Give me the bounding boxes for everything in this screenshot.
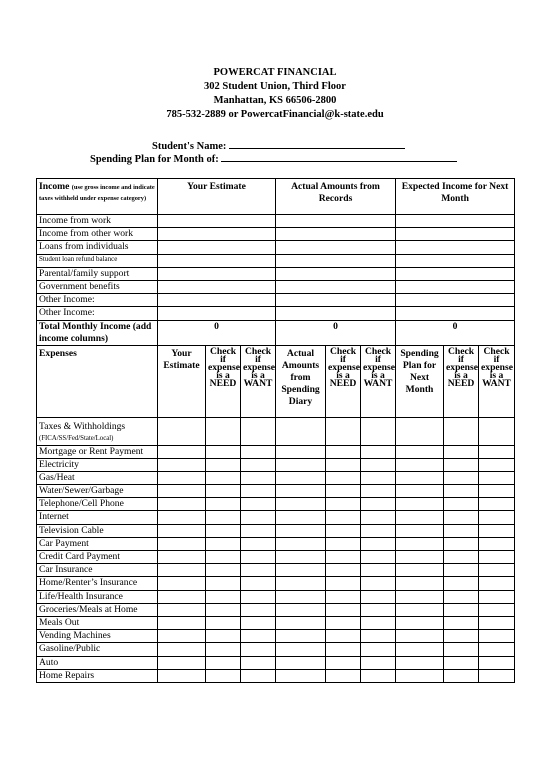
expense-actual-cell[interactable] xyxy=(276,577,326,590)
expense-actual-cell[interactable] xyxy=(276,551,326,564)
income-actual-cell[interactable] xyxy=(276,294,396,307)
want-checkbox-cell[interactable] xyxy=(479,551,515,564)
need-checkbox-cell[interactable] xyxy=(326,458,361,471)
need-checkbox-cell[interactable] xyxy=(206,417,241,445)
expense-actual-cell[interactable] xyxy=(276,603,326,616)
need-checkbox-cell[interactable] xyxy=(444,630,479,643)
total-income-row xyxy=(37,320,515,345)
expense-estimate-cell[interactable] xyxy=(158,458,206,471)
total-expected-value: 0 xyxy=(396,320,515,345)
need-checkbox-cell[interactable] xyxy=(206,603,241,616)
taxes-cell xyxy=(37,417,158,445)
expense-row-label: Home Repairs xyxy=(37,669,158,682)
need-checkbox-cell[interactable] xyxy=(326,577,361,590)
income-row xyxy=(37,294,515,307)
expense-row-label: Water/Sewer/Garbage xyxy=(37,485,158,498)
want-checkbox-cell[interactable] xyxy=(241,537,276,550)
want-checkbox-cell[interactable] xyxy=(361,471,396,484)
need-checkbox-cell[interactable] xyxy=(326,445,361,458)
want-checkbox-cell[interactable] xyxy=(361,564,396,577)
need-checkbox-cell[interactable] xyxy=(444,511,479,524)
expense-row-label: Vending Machines xyxy=(37,630,158,643)
total-estimate-value: 0 xyxy=(158,320,276,345)
need-checkbox-cell[interactable] xyxy=(206,577,241,590)
want-checkbox-cell[interactable] xyxy=(241,498,276,511)
need-checkbox-cell[interactable] xyxy=(444,537,479,550)
need-checkbox-cell[interactable] xyxy=(444,417,479,445)
need-checkbox-cell[interactable] xyxy=(444,551,479,564)
want-checkbox-cell[interactable] xyxy=(361,537,396,550)
income-actual-header: Actual Amounts from Records xyxy=(276,179,396,215)
income-row xyxy=(37,215,515,228)
address-line-2: Manhattan, KS 66506-2800 xyxy=(213,95,337,106)
need-checkbox-cell[interactable] xyxy=(326,485,361,498)
income-header-label: Income xyxy=(39,181,70,192)
income-header-cell xyxy=(37,179,158,215)
need-checkbox-cell[interactable] xyxy=(444,498,479,511)
income-expected-cell[interactable] xyxy=(396,254,515,267)
need-checkbox-cell[interactable] xyxy=(206,669,241,682)
income-row xyxy=(37,280,515,293)
expense-row-label: Life/Health Insurance xyxy=(37,590,158,603)
address-line-1: 302 Student Union, Third Floor xyxy=(204,81,346,92)
need-checkbox-cell[interactable] xyxy=(444,616,479,629)
expense-plan-cell[interactable] xyxy=(396,537,444,550)
want-checkbox-cell[interactable] xyxy=(479,577,515,590)
expense-actual-cell[interactable] xyxy=(276,656,326,669)
need-header-3: Check if expense is a NEED xyxy=(444,345,479,417)
expense-row xyxy=(37,656,515,669)
expense-rows xyxy=(37,445,515,682)
want-checkbox-cell[interactable] xyxy=(479,656,515,669)
income-estimate-cell[interactable] xyxy=(158,307,276,320)
expense-row xyxy=(37,551,515,564)
want-checkbox-cell[interactable] xyxy=(361,616,396,629)
expense-plan-cell[interactable] xyxy=(396,630,444,643)
want-checkbox-cell[interactable] xyxy=(241,669,276,682)
need-checkbox-cell[interactable] xyxy=(326,471,361,484)
expense-row-label: Groceries/Meals at Home xyxy=(37,603,158,616)
want-header-2: Check if expense is a WANT xyxy=(361,345,396,417)
want-checkbox-cell[interactable] xyxy=(361,458,396,471)
expense-actual-cell[interactable] xyxy=(276,590,326,603)
need-checkbox-cell[interactable] xyxy=(326,537,361,550)
expense-plan-header: Spending Plan for Next Month xyxy=(396,345,444,417)
need-checkbox-cell[interactable] xyxy=(206,590,241,603)
expense-row xyxy=(37,669,515,682)
expense-row-label: Auto xyxy=(37,656,158,669)
want-checkbox-cell[interactable] xyxy=(361,485,396,498)
income-actual-cell[interactable] xyxy=(276,228,396,241)
want-checkbox-cell[interactable] xyxy=(241,616,276,629)
want-checkbox-cell[interactable] xyxy=(241,630,276,643)
want-checkbox-cell[interactable] xyxy=(241,656,276,669)
want-checkbox-cell[interactable] xyxy=(241,524,276,537)
expense-estimate-cell[interactable] xyxy=(158,669,206,682)
want-checkbox-cell[interactable] xyxy=(361,498,396,511)
want-checkbox-cell[interactable] xyxy=(241,445,276,458)
need-checkbox-cell[interactable] xyxy=(326,511,361,524)
expense-estimate-header: Your Estimate xyxy=(158,345,206,417)
income-row-label: Government benefits xyxy=(37,280,158,293)
income-row xyxy=(37,307,515,320)
want-checkbox-cell[interactable] xyxy=(479,498,515,511)
expense-actual-cell[interactable] xyxy=(276,498,326,511)
need-checkbox-cell[interactable] xyxy=(326,551,361,564)
spending-plan-month-field[interactable] xyxy=(221,152,457,162)
income-row xyxy=(37,241,515,254)
expense-row-label: Electricity xyxy=(37,458,158,471)
expense-estimate-cell[interactable] xyxy=(158,498,206,511)
expense-row-label: Television Cable xyxy=(37,524,158,537)
expense-actual-cell[interactable] xyxy=(276,537,326,550)
want-checkbox-cell[interactable] xyxy=(361,445,396,458)
income-estimate-cell[interactable] xyxy=(158,241,276,254)
contact-line: 785-532-2889 or PowercatFinancial@k-state.edu xyxy=(166,109,384,120)
need-checkbox-cell[interactable] xyxy=(206,564,241,577)
expense-estimate-cell[interactable] xyxy=(158,537,206,550)
want-checkbox-cell[interactable] xyxy=(241,458,276,471)
expenses-header: Expenses xyxy=(37,345,158,417)
expense-actual-cell[interactable] xyxy=(276,524,326,537)
expense-plan-cell[interactable] xyxy=(396,551,444,564)
expense-row xyxy=(37,643,515,656)
want-header-1: Check if expense is a WANT xyxy=(241,345,276,417)
need-checkbox-cell[interactable] xyxy=(444,445,479,458)
taxes-note: (FICA/SS/Fed/State/Local) xyxy=(39,434,114,442)
income-row-label: Student loan refund balance xyxy=(37,254,158,267)
want-checkbox-cell[interactable] xyxy=(241,485,276,498)
income-estimate-cell[interactable] xyxy=(158,215,276,228)
need-checkbox-cell[interactable] xyxy=(444,603,479,616)
need-checkbox-cell[interactable] xyxy=(444,458,479,471)
expense-row-label: Home/Renter’s Insurance xyxy=(37,577,158,590)
want-checkbox-cell[interactable] xyxy=(241,603,276,616)
income-estimate-cell[interactable] xyxy=(158,254,276,267)
need-checkbox-cell[interactable] xyxy=(326,498,361,511)
want-checkbox-cell[interactable] xyxy=(479,564,515,577)
expense-estimate-cell[interactable] xyxy=(158,603,206,616)
expense-estimate-cell[interactable] xyxy=(158,564,206,577)
need-checkbox-cell[interactable] xyxy=(206,537,241,550)
expense-plan-cell[interactable] xyxy=(396,643,444,656)
expense-row xyxy=(37,590,515,603)
want-checkbox-cell[interactable] xyxy=(361,524,396,537)
income-expected-cell[interactable] xyxy=(396,241,515,254)
income-actual-cell[interactable] xyxy=(276,241,396,254)
expense-plan-cell[interactable] xyxy=(396,445,444,458)
expense-row-label: Meals Out xyxy=(37,616,158,629)
expense-estimate-cell[interactable] xyxy=(158,590,206,603)
need-checkbox-cell[interactable] xyxy=(326,669,361,682)
need-checkbox-cell[interactable] xyxy=(444,485,479,498)
need-checkbox-cell[interactable] xyxy=(206,485,241,498)
student-name-field[interactable] xyxy=(229,139,405,149)
expense-actual-cell[interactable] xyxy=(276,643,326,656)
need-checkbox-cell[interactable] xyxy=(326,417,361,445)
expense-row-label: Gas/Heat xyxy=(37,471,158,484)
expense-plan-cell[interactable] xyxy=(396,498,444,511)
income-actual-cell[interactable] xyxy=(276,254,396,267)
expense-row xyxy=(37,524,515,537)
income-expected-cell[interactable] xyxy=(396,267,515,280)
expense-header-row xyxy=(37,345,515,417)
expense-plan-cell[interactable] xyxy=(396,669,444,682)
expense-estimate-cell[interactable] xyxy=(158,551,206,564)
expense-plan-cell[interactable] xyxy=(396,471,444,484)
income-row xyxy=(37,254,515,267)
need-checkbox-cell[interactable] xyxy=(326,603,361,616)
expense-row xyxy=(37,577,515,590)
need-checkbox-cell[interactable] xyxy=(326,630,361,643)
expense-row xyxy=(37,630,515,643)
org-name: POWERCAT FINANCIAL xyxy=(213,67,337,78)
expense-estimate-cell[interactable] xyxy=(158,471,206,484)
want-checkbox-cell[interactable] xyxy=(479,445,515,458)
want-checkbox-cell[interactable] xyxy=(479,471,515,484)
expense-actual-cell[interactable] xyxy=(276,564,326,577)
income-expected-cell[interactable] xyxy=(396,228,515,241)
want-checkbox-cell[interactable] xyxy=(479,511,515,524)
expense-row-label: Telephone/Cell Phone xyxy=(37,498,158,511)
want-checkbox-cell[interactable] xyxy=(361,511,396,524)
expense-row xyxy=(37,445,515,458)
expense-actual-cell[interactable] xyxy=(276,458,326,471)
income-expected-cell[interactable] xyxy=(396,280,515,293)
expense-row xyxy=(37,485,515,498)
income-expected-header: Expected Income for Next Month xyxy=(396,179,515,215)
income-expected-cell[interactable] xyxy=(396,307,515,320)
income-header-row xyxy=(37,179,515,215)
income-estimate-cell[interactable] xyxy=(158,228,276,241)
need-checkbox-cell[interactable] xyxy=(326,590,361,603)
income-estimate-cell[interactable] xyxy=(158,267,276,280)
spending-plan-table xyxy=(36,178,515,683)
expense-row xyxy=(37,458,515,471)
expense-actual-cell[interactable] xyxy=(276,445,326,458)
income-expected-cell[interactable] xyxy=(396,215,515,228)
expense-row xyxy=(37,616,515,629)
need-checkbox-cell[interactable] xyxy=(444,524,479,537)
student-name-row xyxy=(152,139,405,152)
expense-actual-cell[interactable] xyxy=(276,511,326,524)
income-row-label: Loans from individuals xyxy=(37,241,158,254)
want-checkbox-cell[interactable] xyxy=(479,616,515,629)
income-actual-cell[interactable] xyxy=(276,267,396,280)
want-checkbox-cell[interactable] xyxy=(241,643,276,656)
total-actual-value: 0 xyxy=(276,320,396,345)
income-estimate-cell[interactable] xyxy=(158,280,276,293)
expense-plan-cell[interactable] xyxy=(396,524,444,537)
expense-row-label: Car Payment xyxy=(37,537,158,550)
expense-actual-cell[interactable] xyxy=(276,630,326,643)
want-checkbox-cell[interactable] xyxy=(241,590,276,603)
want-checkbox-cell[interactable] xyxy=(361,656,396,669)
expense-estimate-cell[interactable] xyxy=(158,445,206,458)
want-checkbox-cell[interactable] xyxy=(241,564,276,577)
expense-plan-cell[interactable] xyxy=(396,616,444,629)
need-checkbox-cell[interactable] xyxy=(444,643,479,656)
student-name-label: Student's Name: xyxy=(152,141,227,152)
need-header-2: Check if expense is a NEED xyxy=(326,345,361,417)
expense-row xyxy=(37,603,515,616)
want-checkbox-cell[interactable] xyxy=(361,417,396,445)
expense-row xyxy=(37,564,515,577)
expense-row xyxy=(37,511,515,524)
want-checkbox-cell[interactable] xyxy=(361,669,396,682)
expense-plan-cell[interactable] xyxy=(396,417,444,445)
need-checkbox-cell[interactable] xyxy=(206,643,241,656)
expense-estimate-cell[interactable] xyxy=(158,577,206,590)
taxes-label: Taxes & Withholdings xyxy=(39,420,126,432)
want-checkbox-cell[interactable] xyxy=(479,537,515,550)
expense-estimate-cell[interactable] xyxy=(158,630,206,643)
want-checkbox-cell[interactable] xyxy=(241,577,276,590)
expense-estimate-cell[interactable] xyxy=(158,616,206,629)
income-actual-cell[interactable] xyxy=(276,215,396,228)
expense-estimate-cell[interactable] xyxy=(158,485,206,498)
income-actual-cell[interactable] xyxy=(276,307,396,320)
expense-actual-cell[interactable] xyxy=(276,417,326,445)
expense-row-label: Internet xyxy=(37,511,158,524)
income-row-label: Parental/family support xyxy=(37,267,158,280)
want-checkbox-cell[interactable] xyxy=(361,630,396,643)
income-row-label: Other Income: xyxy=(37,307,158,320)
want-checkbox-cell[interactable] xyxy=(361,643,396,656)
need-checkbox-cell[interactable] xyxy=(326,643,361,656)
expense-plan-cell[interactable] xyxy=(396,590,444,603)
expense-plan-cell[interactable] xyxy=(396,485,444,498)
need-checkbox-cell[interactable] xyxy=(326,564,361,577)
expense-plan-cell[interactable] xyxy=(396,458,444,471)
want-checkbox-cell[interactable] xyxy=(479,630,515,643)
income-estimate-cell[interactable] xyxy=(158,294,276,307)
want-checkbox-cell[interactable] xyxy=(361,551,396,564)
need-checkbox-cell[interactable] xyxy=(206,498,241,511)
need-checkbox-cell[interactable] xyxy=(206,551,241,564)
want-checkbox-cell[interactable] xyxy=(479,590,515,603)
expense-estimate-cell[interactable] xyxy=(158,511,206,524)
income-estimate-header: Your Estimate xyxy=(158,179,276,215)
need-checkbox-cell[interactable] xyxy=(206,616,241,629)
need-checkbox-cell[interactable] xyxy=(206,630,241,643)
need-checkbox-cell[interactable] xyxy=(444,590,479,603)
need-checkbox-cell[interactable] xyxy=(444,669,479,682)
expense-row-label: Mortgage or Rent Payment xyxy=(37,445,158,458)
need-checkbox-cell[interactable] xyxy=(444,656,479,669)
need-checkbox-cell[interactable] xyxy=(206,458,241,471)
income-row xyxy=(37,267,515,280)
want-checkbox-cell[interactable] xyxy=(241,511,276,524)
want-checkbox-cell[interactable] xyxy=(361,590,396,603)
need-checkbox-cell[interactable] xyxy=(444,577,479,590)
want-checkbox-cell[interactable] xyxy=(241,551,276,564)
expense-actual-cell[interactable] xyxy=(276,669,326,682)
want-checkbox-cell[interactable] xyxy=(479,485,515,498)
expense-estimate-cell[interactable] xyxy=(158,643,206,656)
expense-estimate-cell[interactable] xyxy=(158,656,206,669)
expense-row-label: Gasoline/Public xyxy=(37,643,158,656)
need-checkbox-cell[interactable] xyxy=(326,616,361,629)
expense-actual-cell[interactable] xyxy=(276,616,326,629)
expense-row-label: Car Insurance xyxy=(37,564,158,577)
want-checkbox-cell[interactable] xyxy=(241,471,276,484)
need-checkbox-cell[interactable] xyxy=(206,656,241,669)
total-income-label: Total Monthly Income (add income columns) xyxy=(37,320,158,345)
need-checkbox-cell[interactable] xyxy=(444,564,479,577)
want-checkbox-cell[interactable] xyxy=(479,524,515,537)
want-checkbox-cell[interactable] xyxy=(479,417,515,445)
want-checkbox-cell[interactable] xyxy=(479,458,515,471)
need-checkbox-cell[interactable] xyxy=(206,524,241,537)
spending-plan-row xyxy=(90,152,457,165)
need-header-1: Check if expense is a NEED xyxy=(206,345,241,417)
expense-row-taxes xyxy=(37,417,515,445)
income-row-label: Other Income: xyxy=(37,294,158,307)
expense-row xyxy=(37,471,515,484)
expense-plan-cell[interactable] xyxy=(396,656,444,669)
want-checkbox-cell[interactable] xyxy=(361,603,396,616)
want-header-3: Check if expense is a WANT xyxy=(479,345,515,417)
expense-actual-cell[interactable] xyxy=(276,485,326,498)
income-row-label: Income from work xyxy=(37,215,158,228)
expense-plan-cell[interactable] xyxy=(396,564,444,577)
expense-row-label: Credit Card Payment xyxy=(37,551,158,564)
expense-actual-header: Actual Amounts from Spending Diary xyxy=(276,345,326,417)
need-checkbox-cell[interactable] xyxy=(206,471,241,484)
expense-actual-cell[interactable] xyxy=(276,471,326,484)
want-checkbox-cell[interactable] xyxy=(479,669,515,682)
need-checkbox-cell[interactable] xyxy=(326,524,361,537)
need-checkbox-cell[interactable] xyxy=(326,656,361,669)
expense-estimate-cell[interactable] xyxy=(158,524,206,537)
expense-estimate-cell[interactable] xyxy=(158,417,206,445)
expense-row xyxy=(37,498,515,511)
expense-plan-cell[interactable] xyxy=(396,511,444,524)
expense-plan-cell[interactable] xyxy=(396,577,444,590)
want-checkbox-cell[interactable] xyxy=(361,577,396,590)
need-checkbox-cell[interactable] xyxy=(444,471,479,484)
need-checkbox-cell[interactable] xyxy=(206,445,241,458)
want-checkbox-cell[interactable] xyxy=(479,603,515,616)
income-actual-cell[interactable] xyxy=(276,280,396,293)
expense-plan-cell[interactable] xyxy=(396,603,444,616)
want-checkbox-cell[interactable] xyxy=(479,643,515,656)
income-row-label: Income from other work xyxy=(37,228,158,241)
spending-plan-label: Spending Plan for Month of: xyxy=(90,154,219,165)
want-checkbox-cell[interactable] xyxy=(241,417,276,445)
income-row xyxy=(37,228,515,241)
income-expected-cell[interactable] xyxy=(396,294,515,307)
income-header-note: (use gross income and indicate taxes withheld under expense category) xyxy=(39,184,155,202)
expense-row xyxy=(37,537,515,550)
need-checkbox-cell[interactable] xyxy=(206,511,241,524)
